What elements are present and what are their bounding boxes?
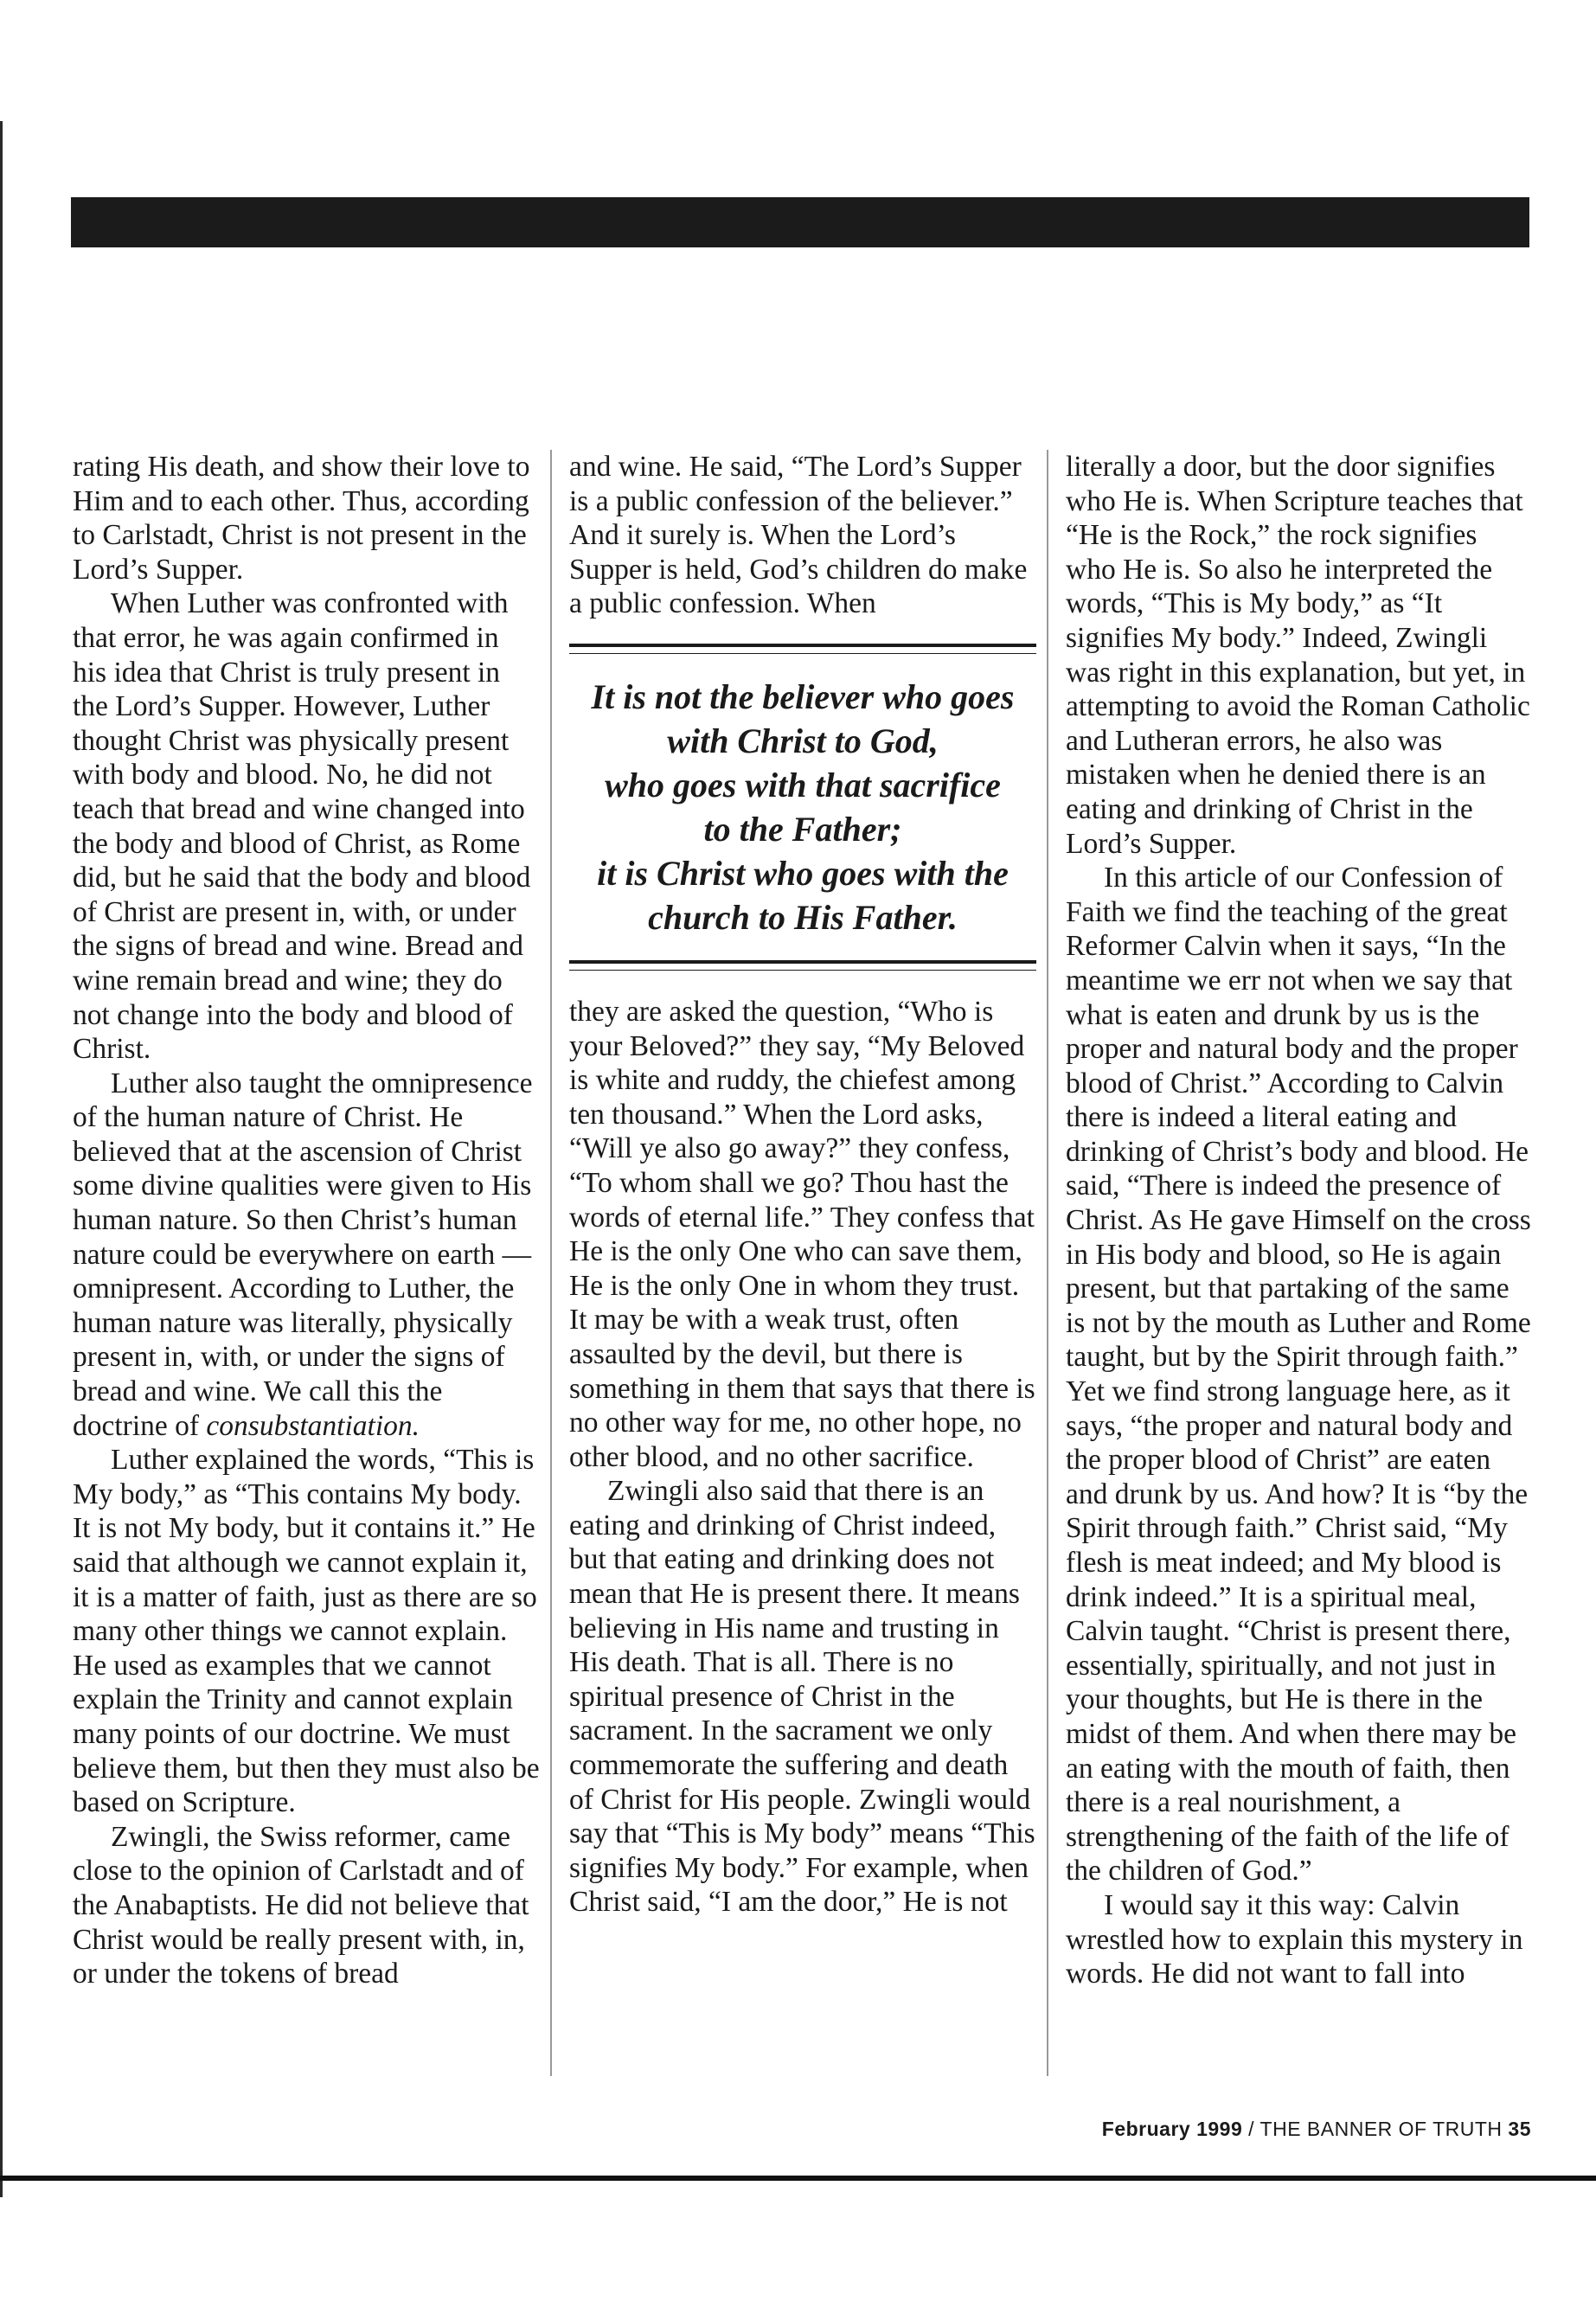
pull-quote-rule-bottom: [569, 960, 1036, 971]
pull-quote: [569, 644, 1036, 971]
pull-quote-line: to the Father;: [703, 809, 902, 849]
bottom-rule: [0, 2176, 1596, 2181]
paragraph: [73, 1067, 540, 1444]
paragraph-text: Luther also taught the omnipresence of the human nature of Christ. He believed that at the ascension of Christ some divine qualities were given to His human nature. So then Christ’s human nature could be everywhere on earth — omnipresent. According to Luther, the human nature was literally, physically present in, with, or under the signs of bread and wine. We call this the doctrine of: [73, 1067, 533, 1442]
paragraph: In this article of our Confession of Faith we find the teaching of the great Reformer Calvin when it says, “In the meantime we err not when we say that what is eaten and drunk by us is the proper and natural body and the proper blood of Christ.” According to Calvin there is indeed a literal eating and drinking of Christ’s body and blood. He said, “There is indeed the presence of Christ. As He gave Himself on the cross in His body and blood, so He is again present, but that partaking of the same is not by the mouth as Luther and Rome taught, but by the Spirit through faith.” Yet we find strong language here, as it says, “the proper and natural body and the proper blood of Christ” are eaten and drunk by us. And how? It is “by the Spirit through faith.” Christ said, “My flesh is meat indeed; and My blood is drink indeed.” It is a spiritual meal, Calvin taught. “Christ is present there, essentially, spiritually, and not just in your thoughts, but He is there in the midst of them. And when there may be an eating with the mouth of faith, then there is a real nourishment, a strengthening of the faith of the life of the children of God.”: [1066, 862, 1531, 1888]
pull-quote-line: it is Christ who goes with the: [597, 853, 1009, 893]
italic-term: consubstantiation.: [206, 1409, 420, 1442]
paragraph: Zwingli, the Swiss reformer, came close to the opinion of Carlstadt and of the Anabaptists. He did not believe that Christ would be really present with, in, or under the tokens of bread: [73, 1820, 529, 1990]
column-2: [569, 450, 1036, 1920]
pull-quote-line: It is not the believer who goes: [591, 676, 1015, 716]
paragraph: rating His death, and show their love to Him and to each other. Thus, according to Carlstadt, Christ is not present in the Lord’s Supper.: [73, 451, 530, 586]
pull-quote-line: with Christ to God,: [667, 721, 939, 760]
paragraph: literally a door, but the door signifies who He is. When Scripture teaches that “He is the Rock,” the rock signifies who He is. So also he interpreted the words, “This is My body,” as “It signifies My body.” Indeed, Zwingli was right in this explanation, but yet, in attempting to avoid the Roman Catholic and Lutheran errors, he also was mistaken when he denied there is an eating and drinking of Christ in the Lord’s Supper.: [1066, 451, 1530, 860]
paragraph: and wine. He said, “The Lord’s Supper is a public confession of the believer.” And it surely is. When the Lord’s Supper is held, God’s children do make a public confession. When: [569, 451, 1028, 620]
header-bar: [71, 197, 1529, 247]
page-number: 35: [1508, 2118, 1531, 2140]
column-divider: [1047, 450, 1048, 2076]
pull-quote-line: church to His Father.: [648, 897, 958, 937]
paragraph: I would say it this way: Calvin wrestled how to explain this mystery in words. He did not want to fall into: [1066, 1888, 1523, 1990]
paragraph: they are asked the question, “Who is your Beloved?” they say, “My Beloved is white and ruddy, the chiefest among ten thousand.” When the Lord asks, “Will ye also go away?” they confess, “To whom shall we go? Thou hast the words of eternal life.” They confess that He is the only One who can save them, He is the only One in whom they trust. It may be with a weak trust, often assaulted by the devil, but there is something in them that says that there is no other way for me, no other hope, no other blood, and no other sacrifice.: [569, 995, 1035, 1473]
pull-quote-line: who goes with that sacrifice: [605, 765, 1001, 804]
column-divider: [550, 450, 552, 2076]
paragraph: Luther explained the words, “This is My body,” as “This contains My body. It is not My body, but it contains it.” He said that although we cannot explain it, it is a matter of faith, just as there are so many other things we cannot explain. He used as examples that we cannot explain the Trinity and cannot explain many points of our doctrine. We must believe them, but then they must also be based on Scripture.: [73, 1444, 540, 1819]
pull-quote-text: [569, 654, 1036, 960]
footer-magazine: THE BANNER OF TRUTH: [1259, 2118, 1503, 2140]
paragraph: Zwingli also said that there is an eating and drinking of Christ indeed, but that eating and drinking does not mean that He is present there. It means believing in His name and trusting in His death. That is all. There is no spiritual presence of Christ in the sacrament. In the sacrament we only commemorate the suffering and death of Christ for His people. Zwingli would say that “This is My body” means “This signifies My body.” For example, when Christ said, “I am the door,” He is not: [569, 1475, 1035, 1919]
footer-separator: /: [1248, 2118, 1255, 2140]
pull-quote-rule-top: [569, 644, 1036, 654]
paragraph: When Luther was confronted with that error, he was again confirmed in his idea that Christ is truly present in the Lord’s Supper. However, Luther thought Christ was physically present with body and blood. No, he did not teach that bread and wine changed into the body and blood of Christ, as Rome did, but he said that the body and blood of Christ are present in, with, or under the signs of bread and wine. Bread and wine remain bread and wine; they do not change into the body and blood of Christ.: [73, 587, 531, 1066]
column-1: [73, 450, 540, 1991]
page-footer: [1066, 2118, 1531, 2141]
column-3: [1066, 450, 1533, 1991]
scan-edge: [0, 121, 3, 2197]
footer-date: February 1999: [1101, 2118, 1243, 2140]
